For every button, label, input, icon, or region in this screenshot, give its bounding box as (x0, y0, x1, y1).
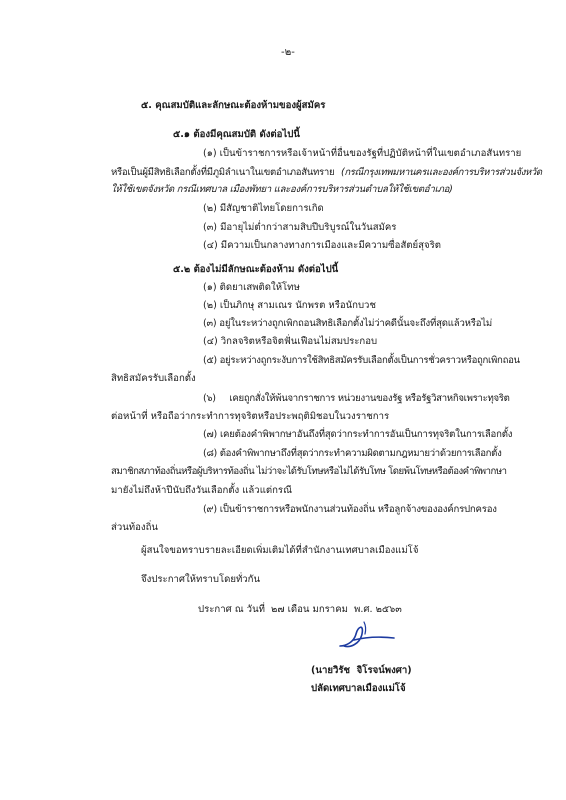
s51-item3: (๓) มีอายุไม่ต่ำกว่าสามสิบปีบริบูรณ์ในวันสมัคร (203, 222, 397, 233)
s51-item1-line2-a: หรือเป็นผู้มีสิทธิเลือกตั้งที่มีภูมิลำเนาในเขตอำเภอสันทราย (111, 167, 335, 178)
s52-item6-line1: (๖) เคยถูกสั่งให้พ้นจากราชการ หน่วยงานของรัฐ หรือรัฐวิสาหกิจเพราะทุจริต (203, 393, 510, 404)
s51-item2: (๒) มีสัญชาติไทยโดยการเกิด (203, 203, 324, 214)
signer-name: (นายวิรัช จิโรจน์พงศา) (311, 665, 412, 676)
s52-item7: (๗) เคยต้องคำพิพากษาอันถึงที่สุดว่ากระทำการอันเป็นการทุจริตในการเลือกตั้ง (203, 429, 513, 440)
s52-item5-line1: (๕) อยู่ระหว่างถูกระงับการใช้สิทธิสมัครรับเลือกตั้งเป็นการชั่วคราวหรือถูกเพิกถอน (203, 355, 520, 366)
signer-title: ปลัดเทศบาลเมืองแม่โจ้ (311, 683, 406, 694)
s51-item1-line3: ให้ใช้เขตจังหวัด กรณีเทศบาล เมืองพัทยา และองค์การบริหารส่วนตำบลให้ใช้เขตอำเภอ) (111, 184, 453, 195)
s52-item2: (๒) เป็นภิกษุ สามเณร นักพรต หรือนักบวช (203, 300, 376, 311)
announced-date: ประกาศ ณ วันที่ ๒๗ เดือน มกราคม พ.ศ. ๒๕๖๓ (198, 604, 402, 615)
s51-item1-line1: (๑) เป็นข้าราชการหรือเจ้าหน้าที่อื่นของรัฐที่ปฏิบัติหน้าที่ในเขตอำเภอสันทราย (203, 148, 522, 159)
s51-title: ๕.๑ ต้องมีคุณสมบัติ ดังต่อไปนี้ (173, 129, 300, 140)
section5-heading: ๕. คุณสมบัติและลักษณะต้องห้ามของผู้สมัคร (141, 100, 326, 111)
s52-item3: (๓) อยู่ในระหว่างถูกเพิกถอนสิทธิเลือกตั้งไม่ว่าคดีนั้นจะถึงที่สุดแล้วหรือไม่ (203, 318, 493, 329)
s52-item9-line1: (๙) เป็นข้าราชการหรือพนักงานส่วนท้องถิ่น หรือลูกจ้างขององค์กรปกครอง (203, 504, 497, 515)
s52-item8-line3: มายังไม่ถึงห้าปีนับถึงวันเลือกตั้ง แล้วแต่กรณี (111, 485, 292, 496)
s52-item1: (๑) ติดยาเสพติดให้โทษ (203, 282, 300, 293)
page-number: -๒- (281, 47, 295, 58)
s51-item4: (๔) มีความเป็นกลางทางการเมืองและมีความซื่อสัตย์สุจริต (203, 240, 442, 251)
s52-item4: (๔) วิกลจริตหรือจิตฟั่นเฟือนไม่สมประกอบ (203, 336, 378, 347)
announcement: จึงประกาศให้ทราบโดยทั่วกัน (141, 574, 261, 585)
s52-item8-line1: (๘) ต้องคำพิพากษาถึงที่สุดว่ากระทำความผิดตามกฎหมายว่าด้วยการเลือกตั้ง (203, 448, 502, 459)
s52-title: ๕.๒ ต้องไม่มีลักษณะต้องห้าม ดังต่อไปนี้ (173, 264, 339, 275)
s52-item5-line2: สิทธิสมัครรับเลือกตั้ง (111, 373, 196, 384)
s51-item1-line2-b: (กรณีกรุงเทพมหานครและองค์การบริหารส่วนจังหวัด (341, 167, 542, 178)
s52-item8-line2: สมาชิกสภาท้องถิ่นหรือผู้บริหารท้องถิ่น ไม่ว่าจะได้รับโทษหรือไม่ได้รับโทษ โดยพ้นโทษหรือต้องคำพิพากษา (111, 466, 507, 477)
contact-note: ผู้สนใจขอทราบรายละเอียดเพิ่มเติมได้ที่สำนักงานเทศบาลเมืองแม่โจ้ (141, 545, 419, 556)
signature (336, 616, 400, 656)
s52-item6-line2: ต่อหน้าที่ หรือถือว่ากระทำการทุจริตหรือประพฤติมิชอบในวงราชการ (111, 411, 390, 422)
s52-item9-line2: ส่วนท้องถิ่น (111, 522, 158, 533)
